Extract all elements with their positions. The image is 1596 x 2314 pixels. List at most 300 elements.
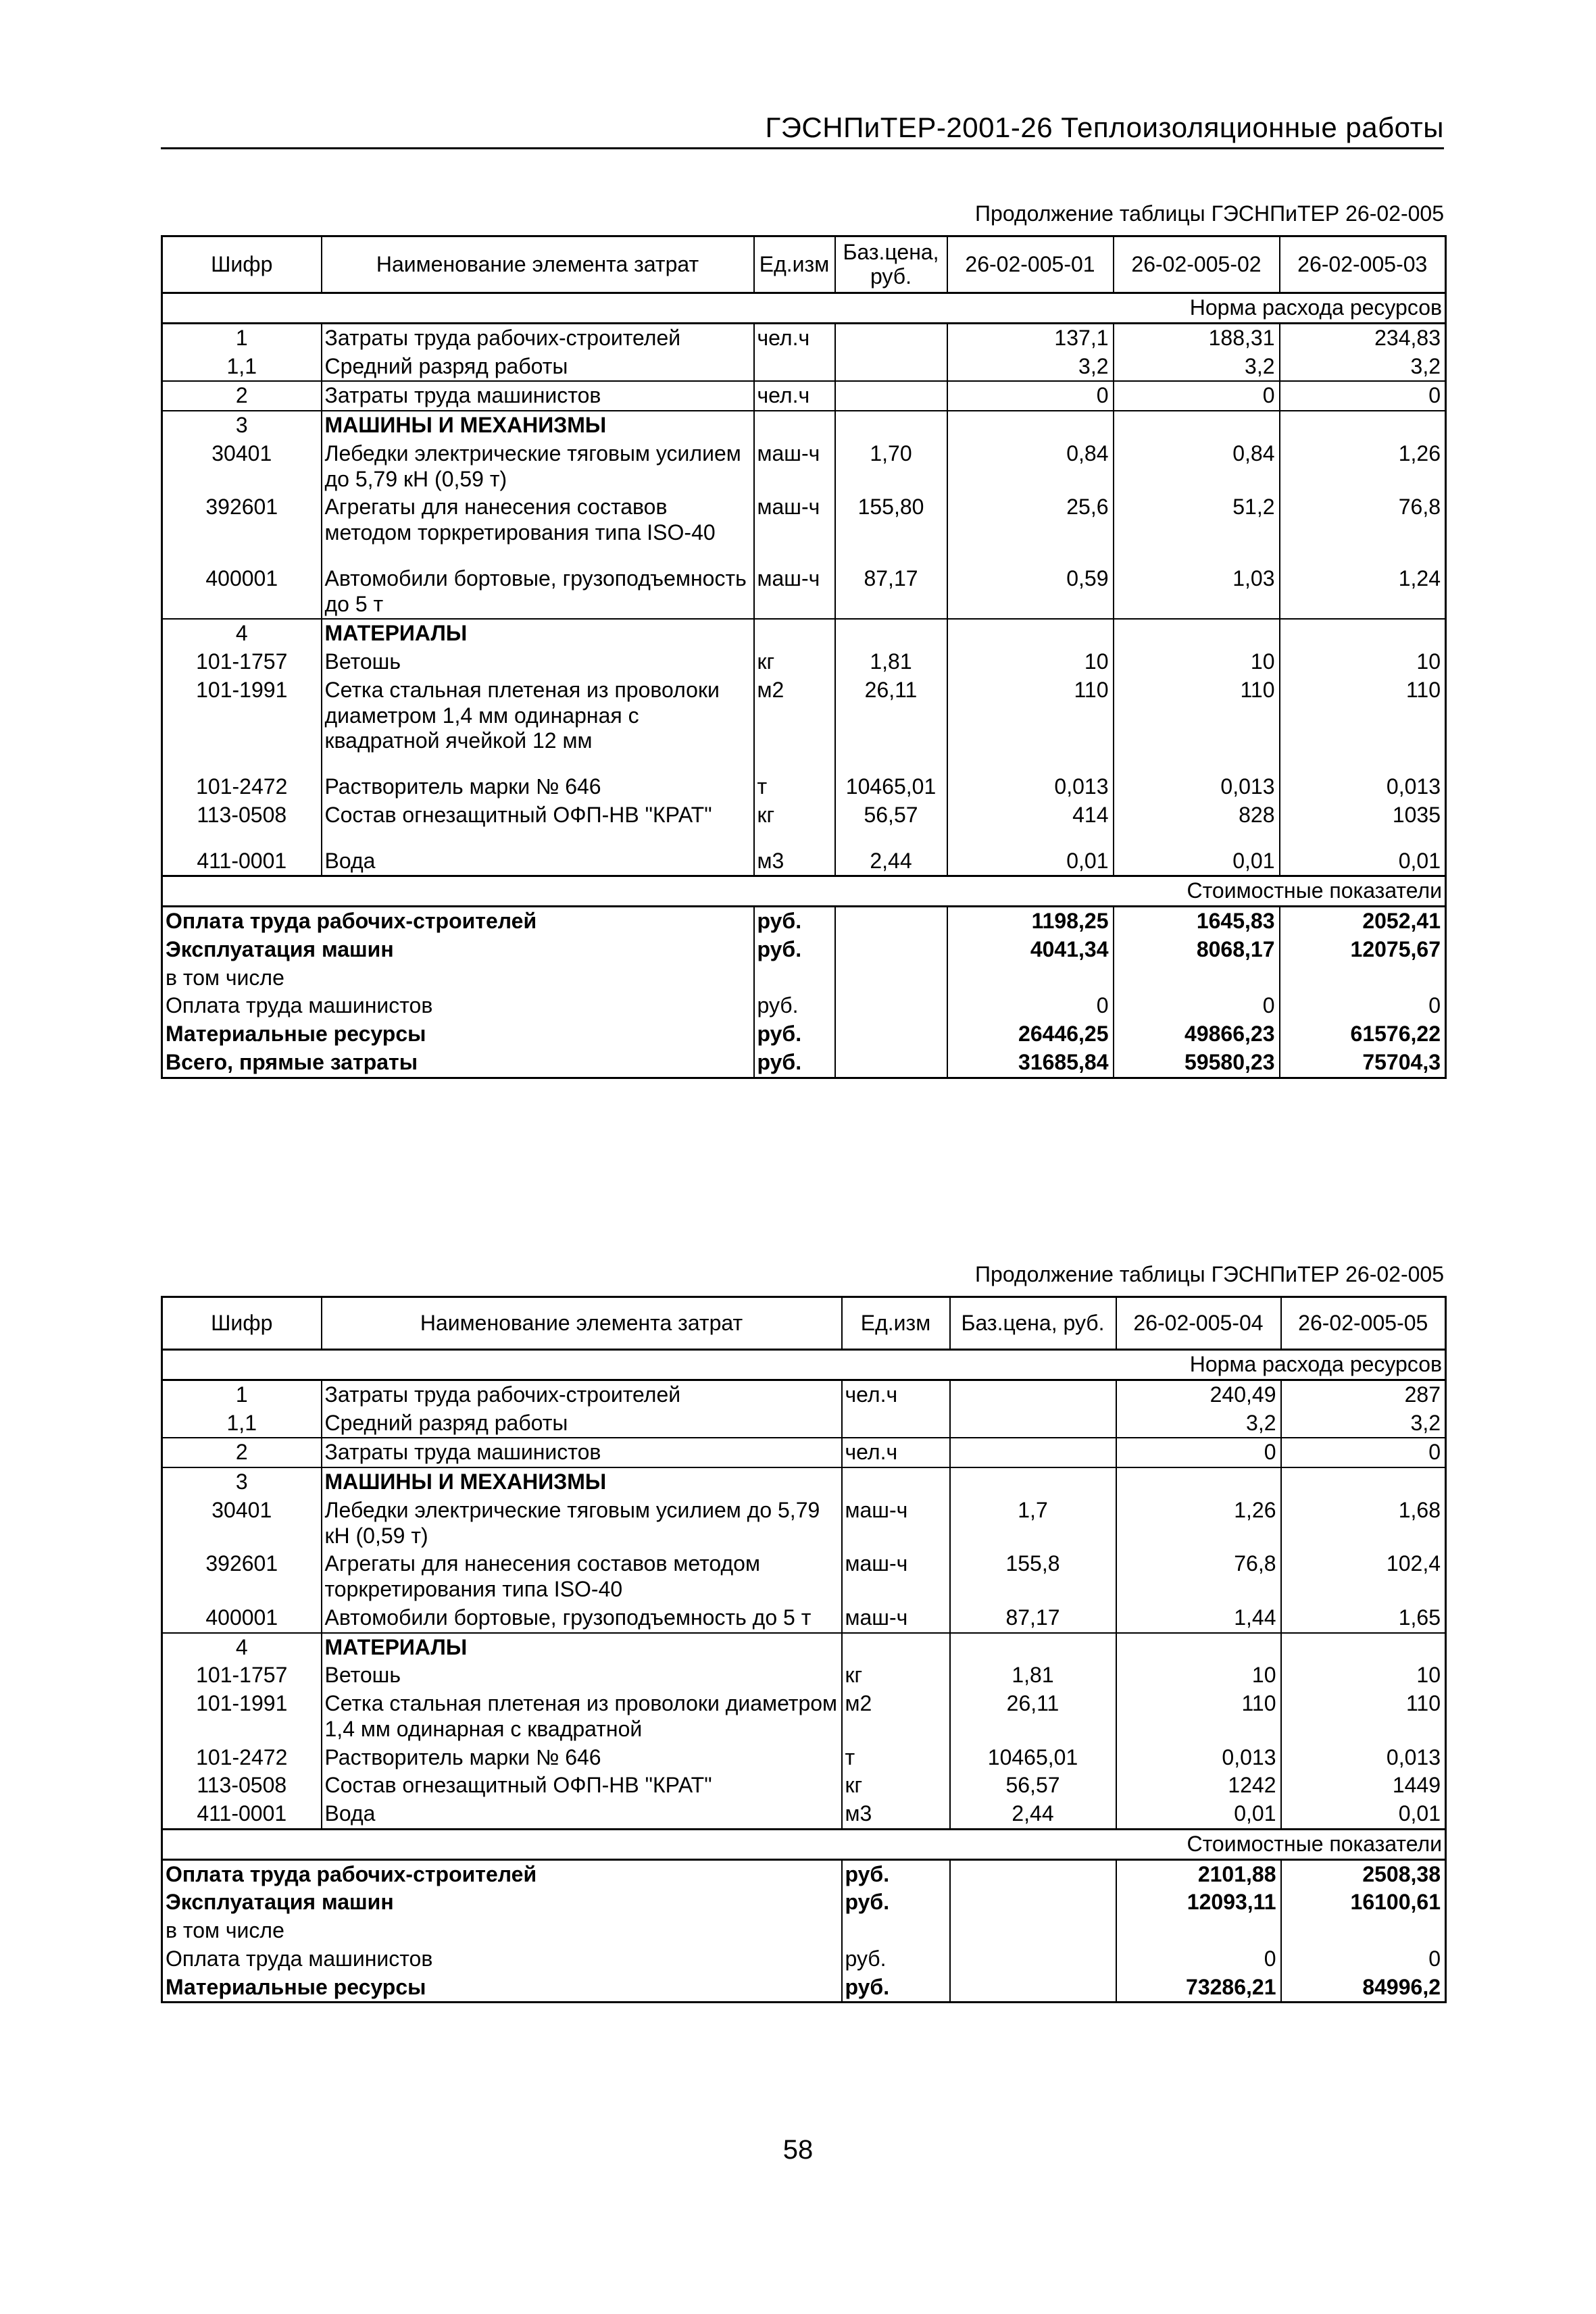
row-price: [950, 1438, 1116, 1467]
cost-row: [162, 992, 1446, 1020]
row-value: 1,26: [1398, 441, 1441, 466]
cost-price-empty: [950, 1917, 1116, 1945]
spacer-cell: [162, 755, 322, 773]
row-code: 392601: [162, 493, 322, 547]
table-row: [162, 1771, 1446, 1800]
row-value: [1281, 1467, 1446, 1496]
cost-value: 0: [1428, 1946, 1441, 1971]
table-row: [162, 440, 1446, 494]
row-price: 1,7: [950, 1496, 1116, 1551]
row-unit: чел.ч: [754, 323, 835, 352]
cost-row: [162, 1945, 1446, 1973]
row-value: [1281, 1633, 1446, 1662]
cost-name: Оплата труда машинистов: [162, 1945, 842, 1973]
row-price: 2,44: [950, 1800, 1116, 1829]
table-row: [162, 1550, 1446, 1604]
cost-value: 0: [1114, 992, 1280, 1020]
row-value: [1114, 411, 1280, 440]
row-code: 101-2472: [162, 773, 322, 801]
row-code: 30401: [162, 440, 322, 494]
cost-value: 31685,84: [947, 1049, 1114, 1078]
spacer-cell: [947, 547, 1114, 565]
row-value: 110: [1405, 1691, 1441, 1715]
header-col-1: 26-02-005-04: [1116, 1297, 1281, 1350]
row-value: 3,2: [1410, 353, 1441, 378]
cost-row: [162, 1859, 1446, 1888]
row-value: 0: [1116, 1438, 1281, 1467]
spacer-cell: [1114, 547, 1280, 565]
row-name: Состав огнезащитный ОФП-НВ "КРАТ": [322, 1771, 842, 1800]
row-code: 101-1991: [162, 1690, 322, 1744]
row-value: 76,8: [1116, 1550, 1281, 1604]
row-code: 113-0508: [162, 801, 322, 830]
cost-price-empty: [950, 1973, 1116, 2003]
row-price: [835, 381, 947, 411]
spacer-cell: [835, 547, 947, 565]
spacer-cell: [754, 830, 835, 847]
header-price: Баз.цена, руб.: [835, 236, 947, 293]
cost-price-empty: [950, 1945, 1116, 1973]
row-price: 155,80: [835, 493, 947, 547]
row-unit: [754, 353, 835, 382]
row-code: 113-0508: [162, 1771, 322, 1800]
norm-label-row: [162, 293, 1446, 324]
row-value: 1,44: [1116, 1604, 1281, 1633]
cost-name: Материальные ресурсы: [162, 1973, 842, 2003]
cost-price-empty: [835, 907, 947, 936]
row-unit: м2: [754, 676, 835, 755]
row-price: [950, 1380, 1116, 1409]
row-value: 1,24: [1398, 565, 1441, 590]
row-unit: [842, 1467, 950, 1496]
spacer-cell: [754, 755, 835, 773]
row-value: 0,013: [1386, 774, 1441, 799]
row-unit: чел.ч: [754, 381, 835, 411]
row-unit: м3: [842, 1800, 950, 1829]
spacer-cell: [1280, 755, 1446, 773]
row-value: 1035: [1392, 802, 1441, 827]
table-row: [162, 773, 1446, 801]
cost-value: [1280, 964, 1446, 992]
row-name: Сетка стальная плетеная из проволоки диаметром 1,4 мм одинарная с квадратной ячейкой 12 мм: [322, 676, 754, 755]
row-value: 0,013: [1386, 1744, 1441, 1769]
table-row: [162, 381, 1446, 411]
cost-value: 59580,23: [1114, 1049, 1280, 1078]
row-name: МАТЕРИАЛЫ: [322, 1633, 842, 1662]
cost-unit: руб.: [842, 1945, 950, 1973]
cost-value: [947, 964, 1114, 992]
row-code: 3: [162, 1467, 322, 1496]
cost-label: Стоимостные показатели: [162, 876, 1446, 907]
row-value: 3,2: [1410, 1410, 1441, 1435]
cost-value: 61576,22: [1350, 1022, 1441, 1046]
table-row: [162, 1409, 1446, 1438]
spacer-cell: [1114, 755, 1280, 773]
header-unit: Ед.изм: [842, 1297, 950, 1350]
cost-value: 26446,25: [947, 1020, 1114, 1049]
row-value: 3,2: [1116, 1409, 1281, 1438]
cost-row: [162, 907, 1446, 936]
row-value: [1280, 619, 1446, 648]
spacer-cell: [162, 547, 322, 565]
row-value: 828: [1114, 801, 1280, 830]
row-price: 10465,01: [950, 1744, 1116, 1772]
header-price: Баз.цена, руб.: [950, 1297, 1116, 1350]
spacer-cell: [1280, 830, 1446, 847]
norm-label-row: [162, 1350, 1446, 1380]
row-value: 234,83: [1374, 325, 1441, 350]
row-value: 0,01: [1398, 1801, 1441, 1826]
row-value: 51,2: [1114, 493, 1280, 547]
row-value: 110: [1116, 1690, 1281, 1744]
row-unit: маш-ч: [754, 493, 835, 547]
cost-value: 12075,67: [1350, 936, 1441, 961]
cost-unit: руб.: [754, 936, 835, 964]
row-code: 400001: [162, 1604, 322, 1633]
cost-row: [162, 1888, 1446, 1917]
row-price: [835, 411, 947, 440]
row-value: 0: [1280, 381, 1446, 411]
header-col-1: 26-02-005-01: [947, 236, 1114, 293]
cost-value: [1116, 1917, 1281, 1945]
row-value: 137,1: [947, 323, 1114, 352]
norm-label: Норма расхода ресурсов: [162, 293, 1446, 324]
row-code: 101-1757: [162, 1661, 322, 1690]
cost-label: Стоимостные показатели: [162, 1829, 1446, 1859]
row-name: Средний разряд работы: [322, 1409, 842, 1438]
table1-caption: Продолжение таблицы ГЭСНПиТЕР 26-02-005: [975, 201, 1444, 226]
spacer-cell: [322, 755, 754, 773]
spacer-cell: [947, 755, 1114, 773]
row-unit: маш-ч: [842, 1550, 950, 1604]
row-value: 1,68: [1398, 1497, 1441, 1522]
row-name: Растворитель марки № 646: [322, 1744, 842, 1772]
row-price: 1,81: [835, 648, 947, 676]
row-name: МАТЕРИАЛЫ: [322, 619, 754, 648]
cost-value: 4041,34: [947, 936, 1114, 964]
cost-row: [162, 936, 1446, 964]
row-value: 76,8: [1398, 495, 1441, 520]
row-value: 110: [947, 676, 1114, 755]
table-row: [162, 676, 1446, 755]
row-code: 1,1: [162, 1409, 322, 1438]
row-unit: чел.ч: [842, 1438, 950, 1467]
row-value: 110: [1114, 676, 1280, 755]
row-unit: м2: [842, 1690, 950, 1744]
row-code: 1,1: [162, 353, 322, 382]
cost-name: Оплата труда машинистов: [162, 992, 754, 1020]
table-row: [162, 648, 1446, 676]
header-name: Наименование элемента затрат: [322, 1297, 842, 1350]
row-value: 0,013: [1114, 773, 1280, 801]
spacer-cell: [162, 830, 322, 847]
cost-name: Оплата труда рабочих-строителей: [162, 907, 754, 936]
row-code: 1: [162, 323, 322, 352]
table-row: [162, 411, 1446, 440]
row-name: Состав огнезащитный ОФП-НВ "КРАТ": [322, 801, 754, 830]
row-code: 101-1991: [162, 676, 322, 755]
page-number: 58: [782, 2135, 814, 2165]
row-value: [1116, 1633, 1281, 1662]
cost-unit: руб.: [754, 1049, 835, 1078]
row-value: 0,01: [947, 847, 1114, 876]
spacer-cell: [1280, 547, 1446, 565]
row-name: Ветошь: [322, 1661, 842, 1690]
row-name: Агрегаты для нанесения составов методом торкретирования типа ISO-40: [322, 493, 754, 547]
cost-value: 0: [1428, 993, 1441, 1018]
row-unit: кг: [842, 1661, 950, 1690]
cost-value: 0: [947, 992, 1114, 1020]
cost-unit: руб.: [842, 1859, 950, 1888]
cost-name: Оплата труда рабочих-строителей: [162, 1859, 842, 1888]
row-value: 1,26: [1116, 1496, 1281, 1551]
row-value: 1242: [1116, 1771, 1281, 1800]
cost-row: [162, 1973, 1446, 2003]
row-value: 3,2: [947, 353, 1114, 382]
row-price: [950, 1409, 1116, 1438]
cost-value: 16100,61: [1350, 1890, 1441, 1915]
cost-unit: [842, 1917, 950, 1945]
row-value: 0,84: [1114, 440, 1280, 494]
row-code: 101-2472: [162, 1744, 322, 1772]
header-unit: Ед.изм: [754, 236, 835, 293]
row-unit: т: [754, 773, 835, 801]
cost-label-row: [162, 876, 1446, 907]
row-price: [950, 1633, 1116, 1662]
row-price: [835, 353, 947, 382]
row-value: [1280, 411, 1446, 440]
row-unit: т: [842, 1744, 950, 1772]
row-unit: маш-ч: [754, 440, 835, 494]
row-value: 25,6: [947, 493, 1114, 547]
row-name: Затраты труда машинистов: [322, 381, 754, 411]
row-unit: [842, 1633, 950, 1662]
row-value: 10: [1416, 1663, 1441, 1688]
cost-value: 8068,17: [1114, 936, 1280, 964]
row-unit: [754, 411, 835, 440]
row-unit: маш-ч: [842, 1604, 950, 1633]
row-price: 87,17: [950, 1604, 1116, 1633]
row-code: 30401: [162, 1496, 322, 1551]
row-value: 10: [1416, 649, 1441, 674]
row-value: 0: [1114, 381, 1280, 411]
spacer-cell: [835, 830, 947, 847]
cost-value: 2101,88: [1116, 1859, 1281, 1888]
table-row: [162, 1438, 1446, 1467]
row-value: 0,01: [1116, 1800, 1281, 1829]
header-rule: [161, 147, 1444, 149]
cost-name: в том числе: [162, 1917, 842, 1945]
row-code: 4: [162, 1633, 322, 1662]
row-value: 0,013: [947, 773, 1114, 801]
row-price: 10465,01: [835, 773, 947, 801]
table2-caption: Продолжение таблицы ГЭСНПиТЕР 26-02-005: [975, 1262, 1444, 1286]
cost-name: Эксплуатация машин: [162, 1888, 842, 1917]
cost-value: 75704,3: [1362, 1049, 1441, 1074]
spacer-cell: [322, 547, 754, 565]
row-price: 56,57: [835, 801, 947, 830]
row-value: 10: [1114, 648, 1280, 676]
row-value: 1,03: [1114, 565, 1280, 620]
spacer-row: [162, 547, 1446, 565]
table-row: [162, 323, 1446, 352]
cost-unit: руб.: [754, 1020, 835, 1049]
cost-value: 0: [1116, 1945, 1281, 1973]
row-code: 2: [162, 381, 322, 411]
table-row: [162, 1800, 1446, 1829]
header-code: Шифр: [162, 236, 322, 293]
row-value: 10: [1116, 1661, 1281, 1690]
cost-price-empty: [835, 992, 947, 1020]
cost-value: 49866,23: [1114, 1020, 1280, 1049]
row-price: [950, 1467, 1116, 1496]
row-value: 0,01: [1114, 847, 1280, 876]
row-code: 400001: [162, 565, 322, 620]
row-code: 101-1757: [162, 648, 322, 676]
resource-table-2: [161, 1296, 1447, 2003]
spacer-row: [162, 755, 1446, 773]
row-code: 411-0001: [162, 847, 322, 876]
cost-price-empty: [835, 1049, 947, 1078]
cost-unit: руб.: [754, 907, 835, 936]
row-value: 0,59: [947, 565, 1114, 620]
row-value: [1116, 1467, 1281, 1496]
row-name: Лебедки электрические тяговым усилием до 5,79 кН (0,59 т): [322, 440, 754, 494]
row-name: Ветошь: [322, 648, 754, 676]
row-price: [835, 619, 947, 648]
cost-row: [162, 1049, 1446, 1078]
row-name: МАШИНЫ И МЕХАНИЗМЫ: [322, 1467, 842, 1496]
cost-unit: руб.: [842, 1888, 950, 1917]
norm-label: Норма расхода ресурсов: [162, 1350, 1446, 1380]
row-price: 26,11: [835, 676, 947, 755]
row-name: Автомобили бортовые, грузоподъемность до 5 т: [322, 565, 754, 620]
table-row: [162, 1633, 1446, 1662]
spacer-cell: [322, 830, 754, 847]
cost-price-empty: [835, 964, 947, 992]
row-price: 155,8: [950, 1550, 1116, 1604]
table-row: [162, 1661, 1446, 1690]
cost-name: Материальные ресурсы: [162, 1020, 754, 1049]
cost-name: в том числе: [162, 964, 754, 992]
row-value: [947, 619, 1114, 648]
cost-label-row: [162, 1829, 1446, 1859]
row-name: Затраты труда машинистов: [322, 1438, 842, 1467]
row-price: 2,44: [835, 847, 947, 876]
row-value: 0,84: [947, 440, 1114, 494]
cost-name: Эксплуатация машин: [162, 936, 754, 964]
cost-value: 2052,41: [1362, 909, 1441, 933]
row-value: [1114, 619, 1280, 648]
cost-name: Всего, прямые затраты: [162, 1049, 754, 1078]
row-price: [835, 323, 947, 352]
spacer-row: [162, 830, 1446, 847]
row-unit: [754, 619, 835, 648]
header-code: Шифр: [162, 1297, 322, 1350]
cost-price-empty: [835, 1020, 947, 1049]
table-row: [162, 565, 1446, 620]
spacer-cell: [754, 547, 835, 565]
cost-unit: [754, 964, 835, 992]
row-name: Автомобили бортовые, грузоподъемность до 5 т: [322, 1604, 842, 1633]
row-name: Затраты труда рабочих-строителей: [322, 323, 754, 352]
header-col-3: 26-02-005-03: [1280, 236, 1446, 293]
table-row: [162, 1496, 1446, 1551]
row-price: 1,81: [950, 1661, 1116, 1690]
row-price: 56,57: [950, 1771, 1116, 1800]
row-value: 1,65: [1398, 1605, 1441, 1630]
table-row: [162, 493, 1446, 547]
page-header-title: ГЭСНПиТЕР-2001-26 Теплоизоляционные работы: [765, 111, 1444, 143]
cost-value: 1198,25: [947, 907, 1114, 936]
row-name: Агрегаты для нанесения составов методом торкретирования типа ISO-40: [322, 1550, 842, 1604]
cost-value: [1114, 964, 1280, 992]
table-row: [162, 619, 1446, 648]
row-name: Растворитель марки № 646: [322, 773, 754, 801]
row-unit: маш-ч: [754, 565, 835, 620]
row-value: 0,01: [1398, 848, 1441, 873]
spacer-cell: [947, 830, 1114, 847]
row-name: Сетка стальная плетеная из проволоки диаметром 1,4 мм одинарная с квадратной: [322, 1690, 842, 1744]
row-value: 1449: [1392, 1773, 1441, 1798]
cost-price-empty: [950, 1888, 1116, 1917]
row-code: 2: [162, 1438, 322, 1467]
cost-price-empty: [835, 936, 947, 964]
row-value: 287: [1404, 1382, 1441, 1407]
row-value: 0: [947, 381, 1114, 411]
cost-price-empty: [950, 1859, 1116, 1888]
row-price: 87,17: [835, 565, 947, 620]
row-price: 1,70: [835, 440, 947, 494]
resource-table-1: [161, 235, 1447, 1079]
cost-value: 2508,38: [1362, 1861, 1441, 1886]
row-unit: м3: [754, 847, 835, 876]
cost-value: 73286,21: [1116, 1973, 1281, 2003]
row-unit: кг: [754, 801, 835, 830]
spacer-cell: [835, 755, 947, 773]
row-value: 0: [1281, 1438, 1446, 1467]
table-row: [162, 847, 1446, 876]
row-unit: кг: [754, 648, 835, 676]
spacer-cell: [1114, 830, 1280, 847]
row-unit: чел.ч: [842, 1380, 950, 1409]
row-code: 392601: [162, 1550, 322, 1604]
row-name: Вода: [322, 1800, 842, 1829]
table-row: [162, 1690, 1446, 1744]
row-value: 240,49: [1116, 1380, 1281, 1409]
row-value: 0,013: [1116, 1744, 1281, 1772]
row-code: 4: [162, 619, 322, 648]
cost-row: [162, 1917, 1446, 1945]
header-name: Наименование элемента затрат: [322, 236, 754, 293]
row-value: 188,31: [1114, 323, 1280, 352]
table-row: [162, 1604, 1446, 1633]
row-name: Затраты труда рабочих-строителей: [322, 1380, 842, 1409]
row-value: 3,2: [1114, 353, 1280, 382]
row-value: 414: [947, 801, 1114, 830]
row-name: Лебедки электрические тяговым усилием до 5,79 кН (0,59 т): [322, 1496, 842, 1551]
table-row: [162, 1467, 1446, 1496]
row-code: 1: [162, 1380, 322, 1409]
row-name: Средний разряд работы: [322, 353, 754, 382]
table-row: [162, 1380, 1446, 1409]
header-col-2: 26-02-005-05: [1281, 1297, 1446, 1350]
cost-value: 84996,2: [1362, 1974, 1441, 1999]
cost-value: 12093,11: [1116, 1888, 1281, 1917]
row-name: Вода: [322, 847, 754, 876]
row-unit: [842, 1409, 950, 1438]
row-value: 102,4: [1386, 1551, 1441, 1576]
